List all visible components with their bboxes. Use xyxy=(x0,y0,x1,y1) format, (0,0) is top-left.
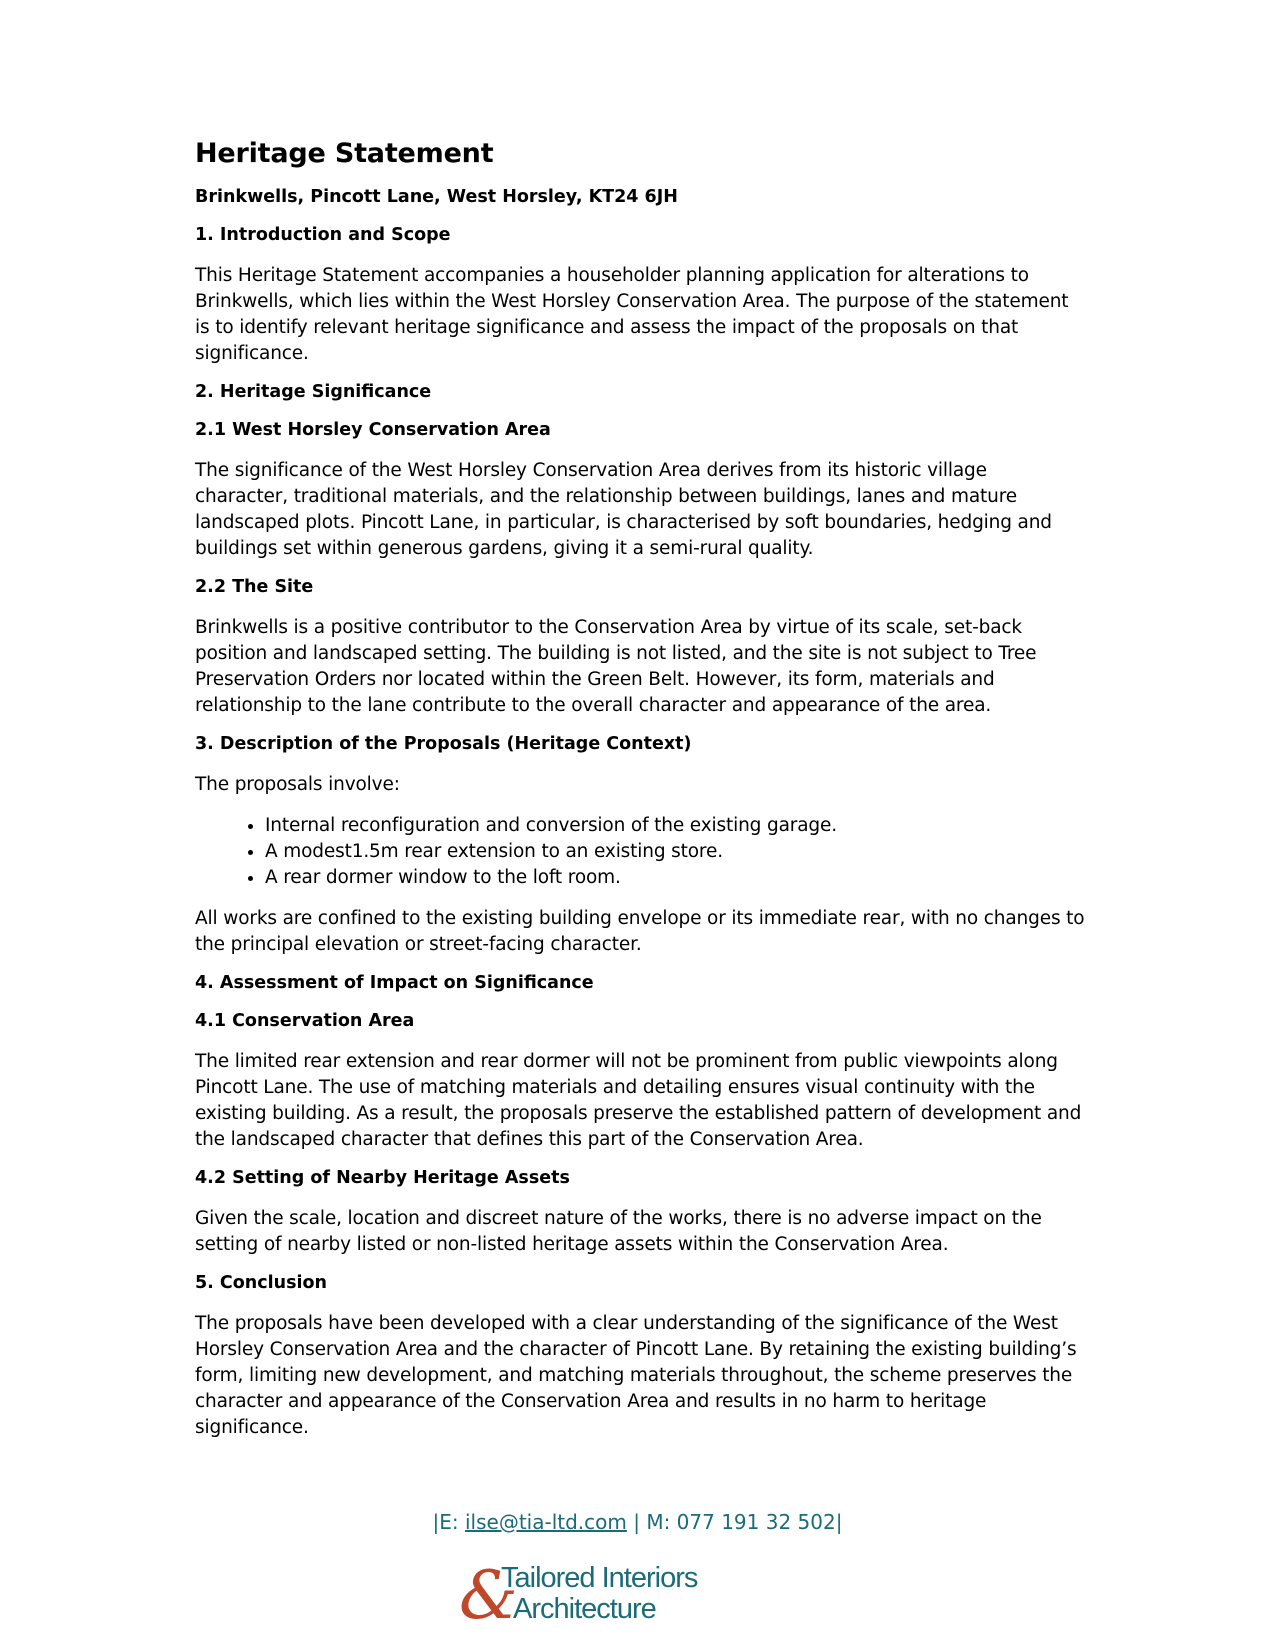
document-body xyxy=(195,138,1085,1456)
list-item: • A rear dormer window to the loft room. xyxy=(265,865,1085,891)
section-4-1-heading: 4.1 Conservation Area xyxy=(195,1011,415,1031)
section-4-heading: 4. Assessment of Impact on Significance xyxy=(195,973,594,993)
section-3-intro: The proposals involve: xyxy=(195,774,400,795)
proposals-list xyxy=(195,813,1085,891)
section-2-1-paragraph: The significance of the West Horsley Conservation Area derives from its historic village character, traditional materials, and the relationship between buildings, lanes and mature landscaped plots. Pincott Lane, in particular, is characterised by soft boundaries, hedging and buildings set within generous gardens, giving it a semi-rural quality. xyxy=(195,460,1052,559)
section-5-paragraph: The proposals have been developed with a clear understanding of the significance of the West Horsley Conservation Area and the character of Pincott Lane. By retaining the existing building’s form, limiting new development, and matching materials throughout, the scheme preserves the character and appearance of the Conservation Area and results in no harm to heritage significance. xyxy=(195,1313,1077,1438)
logo-line-2: Architecture xyxy=(513,1593,656,1625)
section-5-heading: 5. Conclusion xyxy=(195,1273,327,1293)
company-logo xyxy=(455,1556,735,1626)
section-4-2-paragraph: Given the scale, location and discreet nature of the works, there is no adverse impact on the setting of nearby listed or non-listed heritage assets within the Conservation Area. xyxy=(195,1208,1042,1255)
section-2-2-paragraph: Brinkwells is a positive contributor to the Conservation Area by virtue of its scale, set-back position and landscaped setting. The building is not listed, and the site is not subject to Tree Preservation Orders nor located within the Green Belt. However, its form, materials and relationship to the lane contribute to the overall character and appearance of the area. xyxy=(195,617,1037,716)
phone-text: | M: 077 191 32 502| xyxy=(626,1510,843,1534)
logo-ampersand: & xyxy=(459,1557,518,1626)
section-3-heading: 3. Description of the Proposals (Heritage Context) xyxy=(195,734,692,754)
section-2-2-heading: 2.2 The Site xyxy=(195,577,314,597)
email-prefix: |E: xyxy=(432,1510,465,1534)
section-4-1-paragraph: The limited rear extension and rear dormer will not be prominent from public viewpoints along Pincott Lane. The use of matching materials and detailing ensures visual continuity with the existing building. As a result, the proposals preserve the established pattern of development and the landscaped character that defines this part of the Conservation Area. xyxy=(195,1051,1082,1150)
section-1-heading: 1. Introduction and Scope xyxy=(195,225,451,245)
section-4-2-heading: 4.2 Setting of Nearby Heritage Assets xyxy=(195,1168,570,1188)
contact-footer xyxy=(0,1510,1275,1534)
section-2-heading: 2. Heritage Significance xyxy=(195,382,432,402)
list-item: • A modest1.5m rear extension to an existing store. xyxy=(265,839,1085,865)
section-1-paragraph: This Heritage Statement accompanies a householder planning application for alterations to Brinkwells, which lies within the West Horsley Conservation Area. The purpose of the statement is to identify relevant heritage significance and assess the impact of the proposals on that significance. xyxy=(195,265,1069,364)
section-2-1-heading: 2.1 West Horsley Conservation Area xyxy=(195,420,551,440)
logo-line-1: Tailored Interiors xyxy=(501,1562,698,1594)
email-link[interactable]: ilse@tia-ltd.com xyxy=(465,1510,627,1534)
section-3-paragraph: All works are confined to the existing building envelope or its immediate rear, with no changes to the principal elevation or street-facing character. xyxy=(195,908,1085,955)
page-title: Heritage Statement xyxy=(195,138,494,169)
list-item: • Internal reconfiguration and conversion of the existing garage. xyxy=(265,813,1085,839)
site-address: Brinkwells, Pincott Lane, West Horsley, KT24 6JH xyxy=(195,187,678,207)
